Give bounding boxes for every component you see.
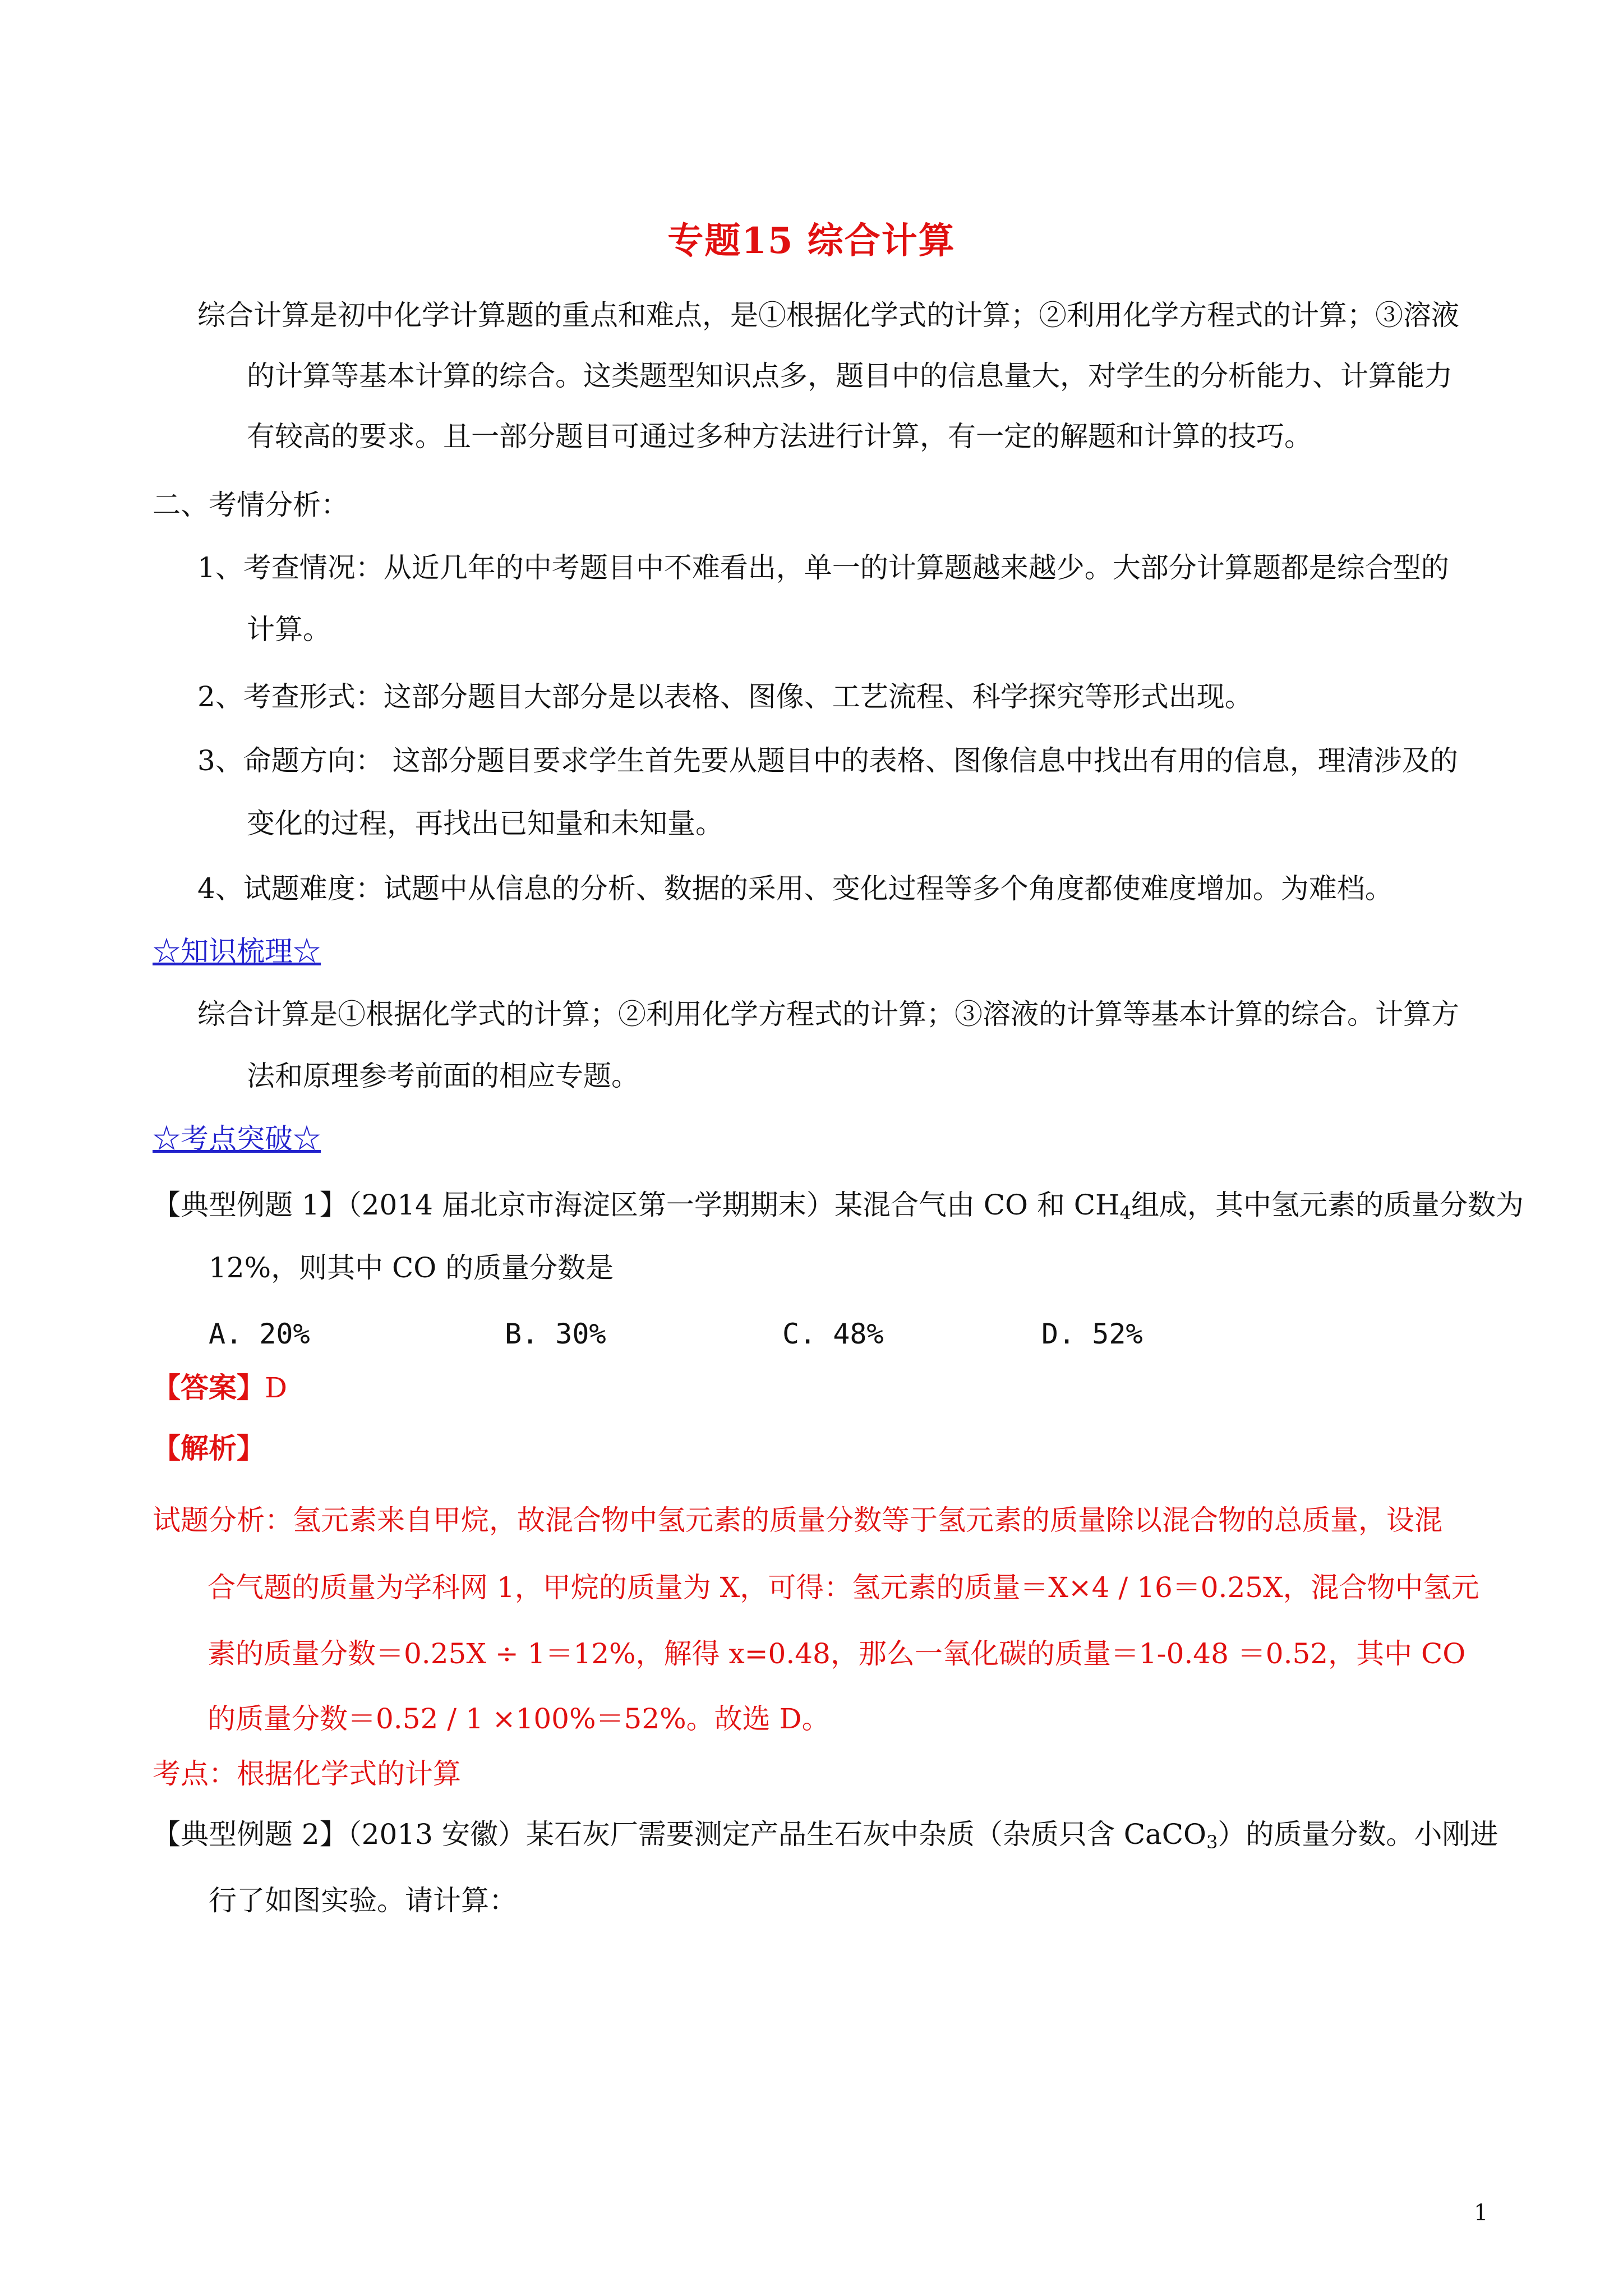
example-2-question — [153, 1818, 1498, 1851]
page-number: 1 — [1474, 2200, 1488, 2226]
knowledge-line-2: 法和原理参考前面的相应专题。 — [247, 1060, 639, 1092]
item-3-line-2: 变化的过程，再找出已知量和未知量。 — [247, 807, 723, 840]
option-c: C. 48% — [782, 1318, 884, 1350]
page-title: 专题15 综合计算 — [667, 220, 956, 262]
item-2-line-1: 2、考查形式：这部分题目大部分是以表格、图像、工艺流程、科学探究等形式出现。 — [197, 680, 1253, 713]
example-1-prefix: 【典型例题 1】（2014 届北京市海淀区第一学期期末）某混合气由 CO 和 CH — [153, 1189, 1120, 1221]
answer-label: 【答案】 — [153, 1371, 265, 1404]
section-heading-exam-analysis: 二、考情分析： — [153, 489, 349, 521]
answer-line — [153, 1371, 287, 1405]
analysis-label: 【解析】 — [153, 1432, 265, 1465]
item-4-line-1: 4、试题难度：试题中从信息的分析、数据的采用、变化过程等多个角度都使难度增加。为难档。 — [197, 872, 1393, 905]
option-d: D. 52% — [1041, 1318, 1143, 1350]
example-1-line-2: 12%，则其中 CO 的质量分数是 — [209, 1251, 614, 1284]
answer-value: D — [265, 1372, 288, 1404]
example-1-suffix: 组成，其中氢元素的质量分数为 — [1131, 1189, 1524, 1221]
knowledge-review-link[interactable]: ☆知识梳理☆ — [153, 935, 321, 968]
example-2-line-2: 行了如图实验。请计算： — [209, 1884, 517, 1917]
key-points-link[interactable]: ☆考点突破☆ — [153, 1122, 321, 1155]
analysis-line-1: 试题分析：氢元素来自甲烷，故混合物中氢元素的质量分数等于氢元素的质量除以混合物的总质量，设混 — [153, 1504, 1442, 1536]
option-a: A. 20% — [209, 1318, 310, 1350]
example-2-suffix: ）的质量分数。小刚进 — [1218, 1818, 1498, 1851]
item-1-line-1: 1、考查情况：从近几年的中考题目中不难看出，单一的计算题越来越少。大部分计算题都是综合型的 — [197, 551, 1449, 584]
kaodian-line: 考点：根据化学式的计算 — [153, 1757, 461, 1790]
intro-line-1: 综合计算是初中化学计算题的重点和难点，是①根据化学式的计算；②利用化学方程式的计算；③溶液 — [197, 299, 1459, 332]
intro-line-2: 的计算等基本计算的综合。这类题型知识点多，题目中的信息量大，对学生的分析能力、计算能力 — [247, 360, 1453, 392]
ch4-subscript: 4 — [1119, 1202, 1131, 1223]
item-1-line-2: 计算。 — [247, 613, 331, 646]
item-3-line-1: 3、命题方向： 这部分题目要求学生首先要从题目中的表格、图像信息中找出有用的信息，理清涉及的 — [197, 744, 1458, 777]
knowledge-line-1: 综合计算是①根据化学式的计算；②利用化学方程式的计算；③溶液的计算等基本计算的综合。计算方 — [197, 998, 1459, 1030]
analysis-line-3: 素的质量分数＝0.25X ÷ 1＝12%，解得 x=0.48，那么一氧化碳的质量＝1-0.48 ＝0.52，其中 CO — [208, 1637, 1466, 1670]
analysis-line-4: 的质量分数＝0.52 / 1 ×100%＝52%。故选 D。 — [208, 1703, 830, 1735]
analysis-line-2: 合气题的质量为学科网 1，甲烷的质量为 X，可得：氢元素的质量＝X×4 / 16＝0.25X，混合物中氢元 — [208, 1571, 1479, 1604]
example-1-question — [153, 1188, 1524, 1222]
example-2-prefix: 【典型例题 2】（2013 安徽）某石灰厂需要测定产品生石灰中杂质（杂质只含 CaCO — [153, 1818, 1207, 1851]
intro-line-3: 有较高的要求。且一部分题目可通过多种方法进行计算，有一定的解题和计算的技巧。 — [247, 420, 1312, 453]
option-b: B. 30% — [505, 1318, 606, 1350]
caco3-subscript: 3 — [1206, 1832, 1218, 1853]
